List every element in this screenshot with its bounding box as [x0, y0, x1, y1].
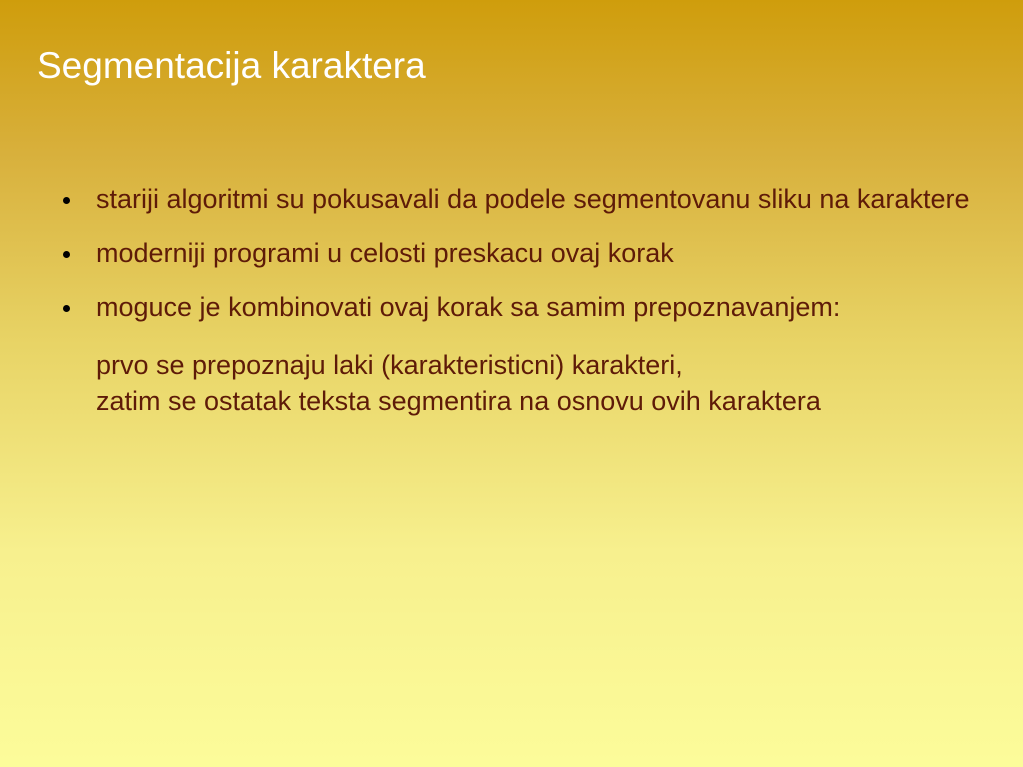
- bullet-dot-icon: [63, 305, 70, 312]
- sub-line: zatim se ostatak teksta segmentira na osnovu ovih karaktera: [96, 386, 821, 416]
- bullet-text: moderniji programi u celosti preskacu ovaj korak: [96, 238, 674, 268]
- bullet-dot-icon: [63, 197, 70, 204]
- bullet-item: [60, 181, 980, 217]
- slide-title: Segmentacija karaktera: [37, 45, 426, 86]
- bullet-sub-lines: [96, 347, 980, 419]
- bullet-item: [60, 289, 980, 419]
- bullet-text: moguce je kombinovati ovaj korak sa samim prepoznavanjem:: [96, 292, 841, 322]
- sub-line: prvo se prepoznaju laki (karakteristicni) karakteri,: [96, 350, 683, 380]
- bullet-text: stariji algoritmi su pokusavali da podele segmentovanu sliku na karaktere: [96, 184, 970, 214]
- bullet-list: [60, 181, 980, 437]
- bullet-dot-icon: [63, 251, 70, 258]
- bullet-item: [60, 235, 980, 271]
